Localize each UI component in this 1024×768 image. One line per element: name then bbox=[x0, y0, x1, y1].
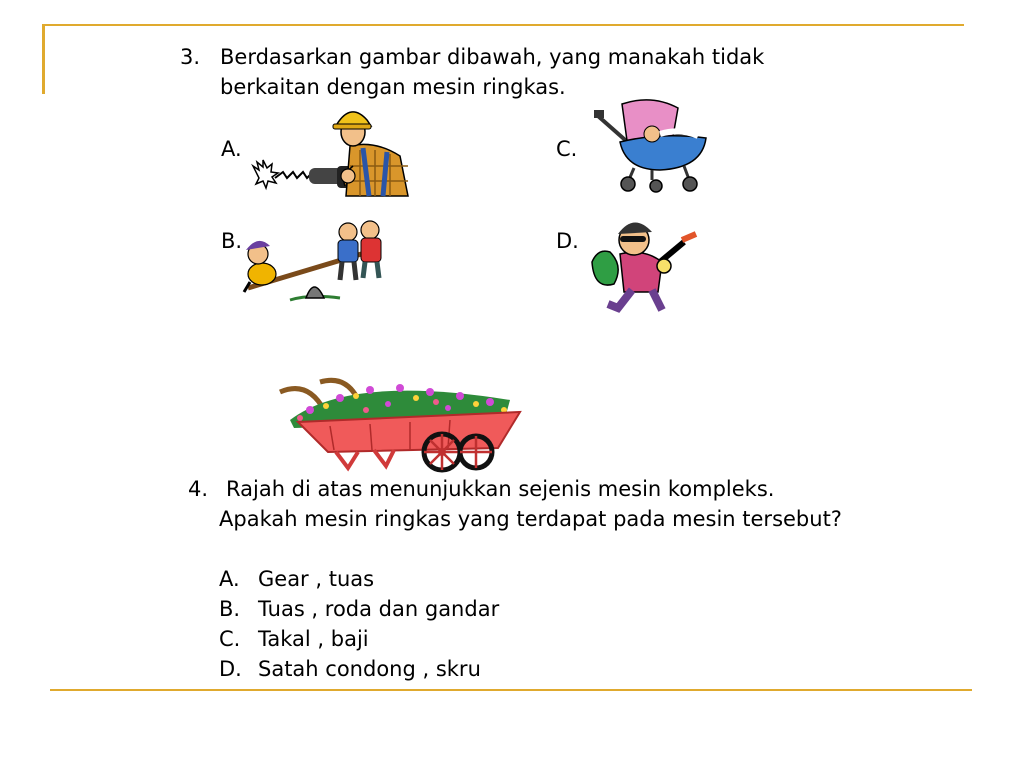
q4-number: 4. bbox=[188, 477, 209, 501]
q4-option-a-label: A. bbox=[219, 567, 240, 591]
q3-option-a-label: A. bbox=[221, 137, 242, 161]
q4-option-a-text: Gear , tuas bbox=[258, 567, 375, 591]
q3-line1: Berdasarkan gambar dibawah, yang manakah tidak bbox=[220, 45, 765, 69]
flower-wheelbarrow-icon bbox=[270, 370, 526, 474]
q4-option-b-label: B. bbox=[219, 597, 241, 621]
q3-number: 3. bbox=[180, 45, 201, 69]
q4-option-c-text: Takal , baji bbox=[258, 627, 369, 651]
q4-option-d-text: Satah condong , skru bbox=[258, 657, 481, 681]
top-rule bbox=[42, 24, 964, 26]
q3-option-c-label: C. bbox=[556, 137, 578, 161]
q4-option-c-label: C. bbox=[219, 627, 241, 651]
q3-option-b-label: B. bbox=[221, 229, 243, 253]
q4-option-d-label: D. bbox=[219, 657, 242, 681]
left-rule bbox=[42, 24, 45, 94]
worker-drill-icon bbox=[245, 106, 415, 206]
seesaw-icon bbox=[240, 216, 385, 304]
bottom-rule bbox=[50, 689, 972, 691]
q3-option-d-label: D. bbox=[556, 229, 579, 253]
q4-line1: Rajah di atas menunjukkan sejenis mesin kompleks. bbox=[226, 477, 775, 501]
baby-stroller-icon bbox=[592, 94, 712, 196]
thief-flashlight-icon bbox=[586, 218, 702, 318]
q4-option-b-text: Tuas , roda dan gandar bbox=[258, 597, 500, 621]
q4-line2: Apakah mesin ringkas yang terdapat pada mesin tersebut? bbox=[219, 507, 842, 531]
q3-line2: berkaitan dengan mesin ringkas. bbox=[220, 75, 566, 99]
